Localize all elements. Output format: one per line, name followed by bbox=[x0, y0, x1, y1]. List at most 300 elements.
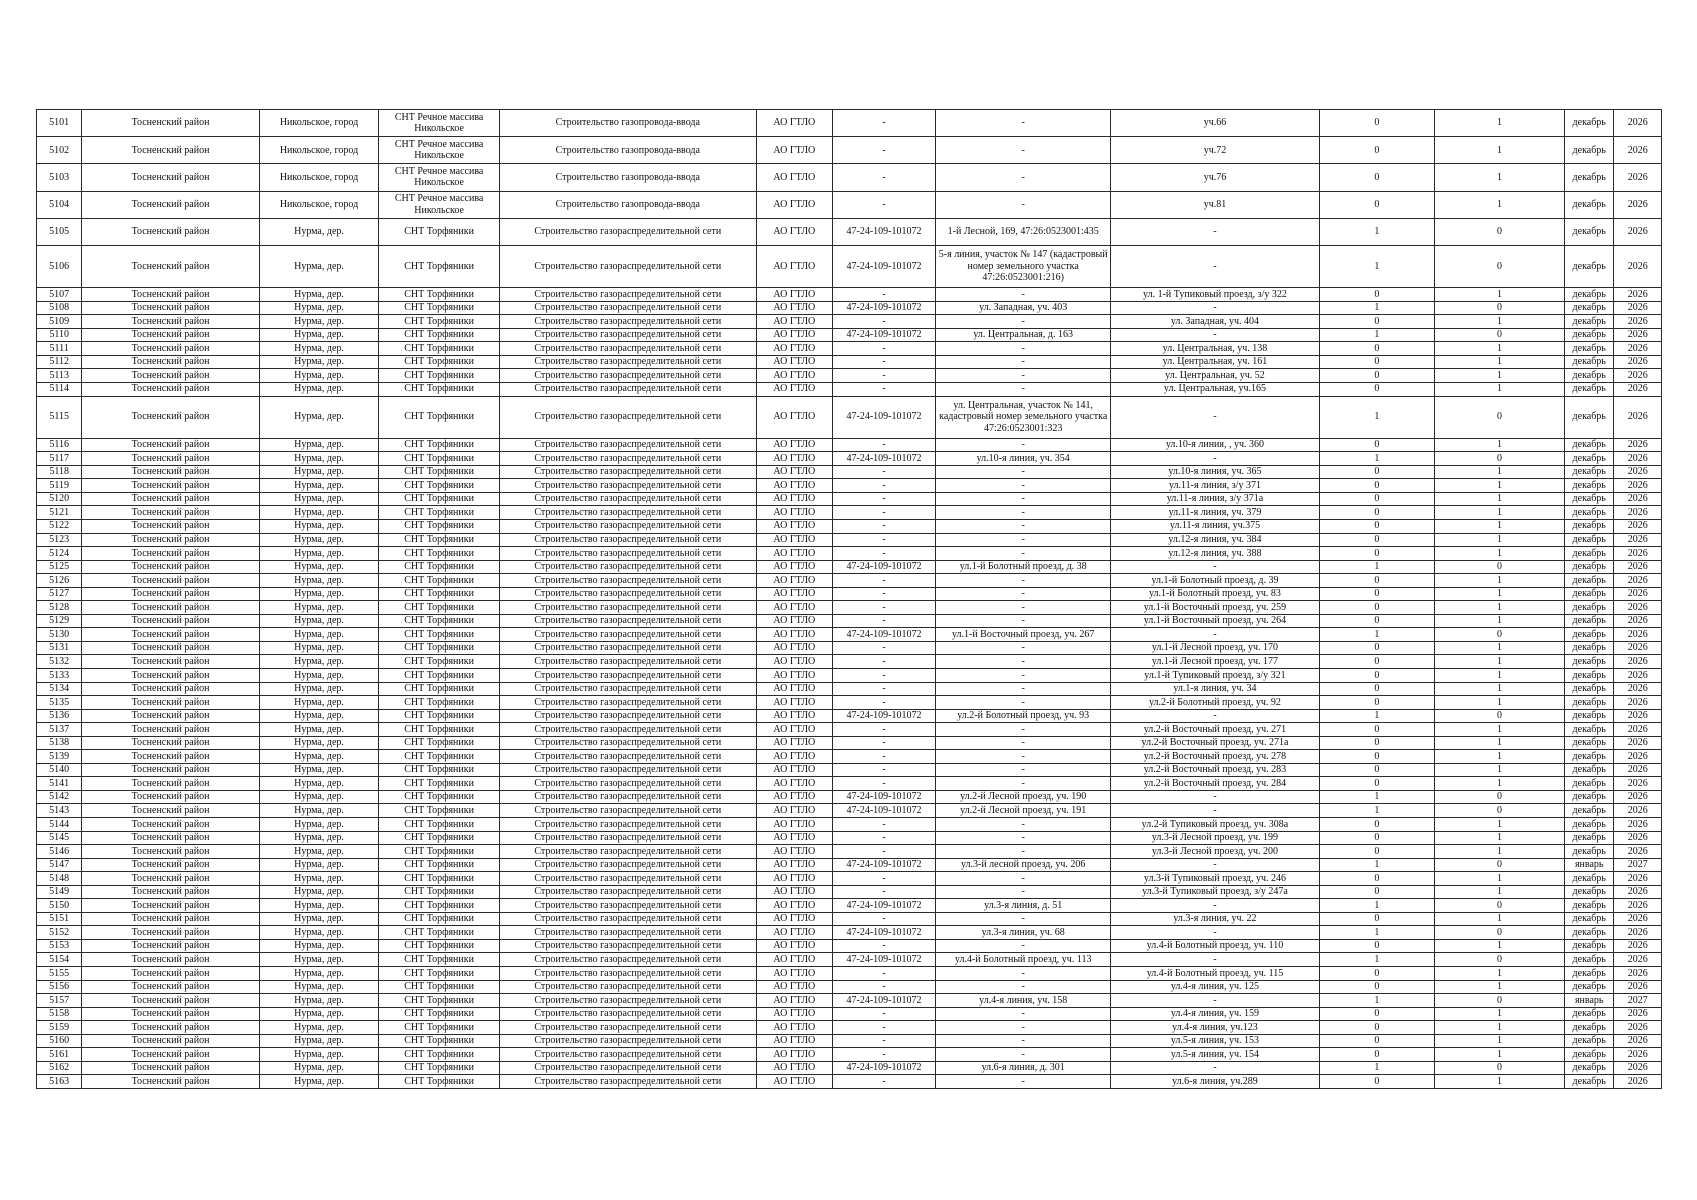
cadastral-block-cell: 47-24-109-101072 bbox=[832, 858, 935, 872]
snt-cell: СНТ Торфяники bbox=[379, 736, 500, 750]
year-cell: 2026 bbox=[1614, 245, 1662, 287]
work-type-cell: Строительство газораспределительной сети bbox=[499, 396, 756, 438]
row-number-cell: 5102 bbox=[37, 137, 82, 164]
month-cell: декабрь bbox=[1564, 218, 1613, 245]
address-cell: - bbox=[936, 1075, 1111, 1089]
cadastral-block-cell: - bbox=[832, 1021, 935, 1035]
month-cell: декабрь bbox=[1564, 519, 1613, 533]
district-cell: Тосненский район bbox=[82, 342, 259, 356]
snt-cell: СНТ Торфяники bbox=[379, 1021, 500, 1035]
table-row bbox=[37, 369, 1662, 383]
cadastral-block-cell: - bbox=[832, 750, 935, 764]
plot-cell: ул.2-й Восточный проезд, уч. 271 bbox=[1111, 723, 1319, 737]
operator-cell: АО ГТЛО bbox=[756, 601, 832, 615]
settlement-cell: Нурма, дер. bbox=[259, 369, 379, 383]
snt-cell: СНТ Торфяники bbox=[379, 533, 500, 547]
count-b-cell: 0 bbox=[1435, 804, 1565, 818]
district-cell: Тосненский район bbox=[82, 885, 259, 899]
plot-cell: - bbox=[1111, 899, 1319, 913]
operator-cell: АО ГТЛО bbox=[756, 682, 832, 696]
settlement-cell: Нурма, дер. bbox=[259, 668, 379, 682]
address-cell: - bbox=[936, 1034, 1111, 1048]
cadastral-block-cell: - bbox=[832, 601, 935, 615]
month-cell: декабрь bbox=[1564, 315, 1613, 329]
month-cell: декабрь bbox=[1564, 777, 1613, 791]
snt-cell: СНТ Торфяники bbox=[379, 465, 500, 479]
table-row bbox=[37, 723, 1662, 737]
year-cell: 2026 bbox=[1614, 288, 1662, 302]
address-cell: - bbox=[936, 1048, 1111, 1062]
work-type-cell: Строительство газопровода-ввода bbox=[499, 137, 756, 164]
settlement-cell: Нурма, дер. bbox=[259, 804, 379, 818]
year-cell: 2026 bbox=[1614, 696, 1662, 710]
plot-cell: - bbox=[1111, 396, 1319, 438]
table-body bbox=[37, 110, 1662, 1089]
district-cell: Тосненский район bbox=[82, 709, 259, 723]
operator-cell: АО ГТЛО bbox=[756, 994, 832, 1008]
month-cell: декабрь bbox=[1564, 382, 1613, 396]
table-row bbox=[37, 574, 1662, 588]
row-number-cell: 5114 bbox=[37, 382, 82, 396]
table-row bbox=[37, 899, 1662, 913]
district-cell: Тосненский район bbox=[82, 382, 259, 396]
district-cell: Тосненский район bbox=[82, 452, 259, 466]
row-number-cell: 5144 bbox=[37, 818, 82, 832]
table-row bbox=[37, 342, 1662, 356]
year-cell: 2026 bbox=[1614, 953, 1662, 967]
count-a-cell: 0 bbox=[1319, 519, 1434, 533]
count-a-cell: 0 bbox=[1319, 492, 1434, 506]
settlement-cell: Нурма, дер. bbox=[259, 763, 379, 777]
work-type-cell: Строительство газораспределительной сети bbox=[499, 696, 756, 710]
month-cell: декабрь bbox=[1564, 191, 1613, 218]
year-cell: 2026 bbox=[1614, 939, 1662, 953]
settlement-cell: Нурма, дер. bbox=[259, 818, 379, 832]
district-cell: Тосненский район bbox=[82, 736, 259, 750]
month-cell: декабрь bbox=[1564, 926, 1613, 940]
operator-cell: АО ГТЛО bbox=[756, 547, 832, 561]
operator-cell: АО ГТЛО bbox=[756, 465, 832, 479]
address-cell: - bbox=[936, 885, 1111, 899]
count-a-cell: 0 bbox=[1319, 438, 1434, 452]
year-cell: 2026 bbox=[1614, 790, 1662, 804]
district-cell: Тосненский район bbox=[82, 465, 259, 479]
settlement-cell: Нурма, дер. bbox=[259, 614, 379, 628]
district-cell: Тосненский район bbox=[82, 506, 259, 520]
year-cell: 2026 bbox=[1614, 980, 1662, 994]
count-a-cell: 0 bbox=[1319, 777, 1434, 791]
work-type-cell: Строительство газораспределительной сети bbox=[499, 452, 756, 466]
year-cell: 2026 bbox=[1614, 655, 1662, 669]
plot-cell: ул. Центральная, уч. 138 bbox=[1111, 342, 1319, 356]
plot-cell: ул. Центральная, уч.165 bbox=[1111, 382, 1319, 396]
settlement-cell: Нурма, дер. bbox=[259, 1075, 379, 1089]
district-cell: Тосненский район bbox=[82, 614, 259, 628]
cadastral-block-cell: 47-24-109-101072 bbox=[832, 301, 935, 315]
cadastral-block-cell: - bbox=[832, 479, 935, 493]
row-number-cell: 5163 bbox=[37, 1075, 82, 1089]
work-type-cell: Строительство газораспределительной сети bbox=[499, 668, 756, 682]
count-a-cell: 0 bbox=[1319, 342, 1434, 356]
row-number-cell: 5143 bbox=[37, 804, 82, 818]
plot-cell: ул.1-й Лесной проезд, уч. 170 bbox=[1111, 641, 1319, 655]
address-cell: ул.2-й Лесной проезд, уч. 190 bbox=[936, 790, 1111, 804]
district-cell: Тосненский район bbox=[82, 845, 259, 859]
settlement-cell: Нурма, дер. bbox=[259, 980, 379, 994]
district-cell: Тосненский район bbox=[82, 872, 259, 886]
cadastral-block-cell: - bbox=[832, 763, 935, 777]
count-b-cell: 0 bbox=[1435, 560, 1565, 574]
snt-cell: СНТ Торфяники bbox=[379, 560, 500, 574]
address-cell: - bbox=[936, 980, 1111, 994]
work-type-cell: Строительство газораспределительной сети bbox=[499, 1061, 756, 1075]
operator-cell: АО ГТЛО bbox=[756, 858, 832, 872]
table-row bbox=[37, 804, 1662, 818]
operator-cell: АО ГТЛО bbox=[756, 912, 832, 926]
table-row bbox=[37, 587, 1662, 601]
row-number-cell: 5131 bbox=[37, 641, 82, 655]
count-b-cell: 1 bbox=[1435, 315, 1565, 329]
address-cell: - bbox=[936, 939, 1111, 953]
cadastral-block-cell: 47-24-109-101072 bbox=[832, 709, 935, 723]
snt-cell: СНТ Торфяники bbox=[379, 641, 500, 655]
table-row bbox=[37, 355, 1662, 369]
plot-cell: ул.4-я линия, уч. 159 bbox=[1111, 1007, 1319, 1021]
address-cell: - bbox=[936, 1021, 1111, 1035]
plot-cell: ул.10-я линия, уч. 365 bbox=[1111, 465, 1319, 479]
settlement-cell: Нурма, дер. bbox=[259, 682, 379, 696]
year-cell: 2027 bbox=[1614, 994, 1662, 1008]
address-cell: - bbox=[936, 438, 1111, 452]
district-cell: Тосненский район bbox=[82, 994, 259, 1008]
row-number-cell: 5109 bbox=[37, 315, 82, 329]
month-cell: декабрь bbox=[1564, 750, 1613, 764]
row-number-cell: 5111 bbox=[37, 342, 82, 356]
district-cell: Тосненский район bbox=[82, 587, 259, 601]
count-b-cell: 1 bbox=[1435, 191, 1565, 218]
row-number-cell: 5161 bbox=[37, 1048, 82, 1062]
month-cell: декабрь bbox=[1564, 845, 1613, 859]
year-cell: 2026 bbox=[1614, 1061, 1662, 1075]
table-row bbox=[37, 396, 1662, 438]
count-a-cell: 0 bbox=[1319, 967, 1434, 981]
operator-cell: АО ГТЛО bbox=[756, 506, 832, 520]
operator-cell: АО ГТЛО bbox=[756, 953, 832, 967]
month-cell: декабрь bbox=[1564, 655, 1613, 669]
table-row bbox=[37, 506, 1662, 520]
month-cell: декабрь bbox=[1564, 668, 1613, 682]
work-type-cell: Строительство газораспределительной сети bbox=[499, 709, 756, 723]
address-cell: - bbox=[936, 641, 1111, 655]
work-type-cell: Строительство газораспределительной сети bbox=[499, 736, 756, 750]
plot-cell: ул.1-й Восточный проезд, уч. 264 bbox=[1111, 614, 1319, 628]
count-a-cell: 0 bbox=[1319, 506, 1434, 520]
district-cell: Тосненский район bbox=[82, 533, 259, 547]
snt-cell: СНТ Торфяники bbox=[379, 682, 500, 696]
count-b-cell: 1 bbox=[1435, 342, 1565, 356]
count-a-cell: 0 bbox=[1319, 1048, 1434, 1062]
row-number-cell: 5148 bbox=[37, 872, 82, 886]
cadastral-block-cell: - bbox=[832, 641, 935, 655]
count-a-cell: 0 bbox=[1319, 682, 1434, 696]
address-cell: - bbox=[936, 164, 1111, 191]
row-number-cell: 5140 bbox=[37, 763, 82, 777]
snt-cell: СНТ Торфяники bbox=[379, 858, 500, 872]
count-a-cell: 0 bbox=[1319, 912, 1434, 926]
table-row bbox=[37, 452, 1662, 466]
row-number-cell: 5116 bbox=[37, 438, 82, 452]
address-cell: - bbox=[936, 777, 1111, 791]
district-cell: Тосненский район bbox=[82, 479, 259, 493]
address-cell: - bbox=[936, 587, 1111, 601]
year-cell: 2026 bbox=[1614, 218, 1662, 245]
work-type-cell: Строительство газораспределительной сети bbox=[499, 465, 756, 479]
plot-cell: уч.76 bbox=[1111, 164, 1319, 191]
work-type-cell: Строительство газораспределительной сети bbox=[499, 1007, 756, 1021]
year-cell: 2026 bbox=[1614, 709, 1662, 723]
table-row bbox=[37, 696, 1662, 710]
plot-cell: ул.1-й Болотный проезд, уч. 83 bbox=[1111, 587, 1319, 601]
row-number-cell: 5108 bbox=[37, 301, 82, 315]
table-row bbox=[37, 736, 1662, 750]
row-number-cell: 5133 bbox=[37, 668, 82, 682]
table-row bbox=[37, 953, 1662, 967]
plot-cell: ул.5-я линия, уч. 154 bbox=[1111, 1048, 1319, 1062]
table-row bbox=[37, 288, 1662, 302]
plot-cell: ул.4-й Болотный проезд, уч. 110 bbox=[1111, 939, 1319, 953]
count-a-cell: 0 bbox=[1319, 980, 1434, 994]
month-cell: декабрь bbox=[1564, 763, 1613, 777]
count-b-cell: 0 bbox=[1435, 953, 1565, 967]
district-cell: Тосненский район bbox=[82, 682, 259, 696]
month-cell: декабрь bbox=[1564, 164, 1613, 191]
district-cell: Тосненский район bbox=[82, 301, 259, 315]
month-cell: декабрь bbox=[1564, 396, 1613, 438]
settlement-cell: Нурма, дер. bbox=[259, 382, 379, 396]
work-type-cell: Строительство газораспределительной сети bbox=[499, 967, 756, 981]
snt-cell: СНТ Торфяники bbox=[379, 709, 500, 723]
cadastral-block-cell: - bbox=[832, 547, 935, 561]
operator-cell: АО ГТЛО bbox=[756, 452, 832, 466]
plot-cell: - bbox=[1111, 218, 1319, 245]
work-type-cell: Строительство газораспределительной сети bbox=[499, 1048, 756, 1062]
row-number-cell: 5132 bbox=[37, 655, 82, 669]
table-row bbox=[37, 967, 1662, 981]
work-type-cell: Строительство газораспределительной сети bbox=[499, 750, 756, 764]
month-cell: декабрь bbox=[1564, 614, 1613, 628]
year-cell: 2027 bbox=[1614, 858, 1662, 872]
operator-cell: АО ГТЛО bbox=[756, 492, 832, 506]
settlement-cell: Никольское, город bbox=[259, 137, 379, 164]
snt-cell: СНТ Торфяники bbox=[379, 355, 500, 369]
address-cell: - bbox=[936, 655, 1111, 669]
count-b-cell: 1 bbox=[1435, 137, 1565, 164]
operator-cell: АО ГТЛО bbox=[756, 479, 832, 493]
table-row bbox=[37, 641, 1662, 655]
address-cell: ул. Западная, уч. 403 bbox=[936, 301, 1111, 315]
count-a-cell: 0 bbox=[1319, 601, 1434, 615]
year-cell: 2026 bbox=[1614, 492, 1662, 506]
year-cell: 2026 bbox=[1614, 369, 1662, 383]
address-cell: - bbox=[936, 288, 1111, 302]
snt-cell: СНТ Торфяники bbox=[379, 899, 500, 913]
snt-cell: СНТ Торфяники bbox=[379, 396, 500, 438]
work-type-cell: Строительство газопровода-ввода bbox=[499, 164, 756, 191]
work-type-cell: Строительство газораспределительной сети bbox=[499, 831, 756, 845]
month-cell: декабрь bbox=[1564, 1021, 1613, 1035]
address-cell: - bbox=[936, 967, 1111, 981]
count-b-cell: 1 bbox=[1435, 369, 1565, 383]
month-cell: декабрь bbox=[1564, 899, 1613, 913]
work-type-cell: Строительство газораспределительной сети bbox=[499, 369, 756, 383]
address-cell: - bbox=[936, 533, 1111, 547]
work-type-cell: Строительство газораспределительной сети bbox=[499, 587, 756, 601]
plot-cell: ул.2-й Тупиковый проезд, уч. 308а bbox=[1111, 818, 1319, 832]
operator-cell: АО ГТЛО bbox=[756, 396, 832, 438]
address-cell: ул.2-й Болотный проезд, уч. 93 bbox=[936, 709, 1111, 723]
settlement-cell: Нурма, дер. bbox=[259, 218, 379, 245]
count-b-cell: 1 bbox=[1435, 533, 1565, 547]
cadastral-block-cell: 47-24-109-101072 bbox=[832, 804, 935, 818]
count-b-cell: 0 bbox=[1435, 1061, 1565, 1075]
address-cell: - bbox=[936, 574, 1111, 588]
snt-cell: СНТ Торфяники bbox=[379, 506, 500, 520]
snt-cell: СНТ Торфяники bbox=[379, 696, 500, 710]
row-number-cell: 5121 bbox=[37, 506, 82, 520]
operator-cell: АО ГТЛО bbox=[756, 587, 832, 601]
month-cell: декабрь bbox=[1564, 818, 1613, 832]
table-row bbox=[37, 601, 1662, 615]
count-a-cell: 1 bbox=[1319, 709, 1434, 723]
address-cell: ул. Центральная, д. 163 bbox=[936, 328, 1111, 342]
work-type-cell: Строительство газораспределительной сети bbox=[499, 506, 756, 520]
month-cell: январь bbox=[1564, 858, 1613, 872]
snt-cell: СНТ Торфяники bbox=[379, 328, 500, 342]
plot-cell: ул.4-й Болотный проезд, уч. 115 bbox=[1111, 967, 1319, 981]
row-number-cell: 5155 bbox=[37, 967, 82, 981]
row-number-cell: 5149 bbox=[37, 885, 82, 899]
snt-cell: СНТ Торфяники bbox=[379, 1034, 500, 1048]
settlement-cell: Нурма, дер. bbox=[259, 926, 379, 940]
month-cell: декабрь bbox=[1564, 506, 1613, 520]
district-cell: Тосненский район bbox=[82, 696, 259, 710]
district-cell: Тосненский район bbox=[82, 164, 259, 191]
cadastral-block-cell: - bbox=[832, 519, 935, 533]
plot-cell: ул.3-й Лесной проезд, уч. 199 bbox=[1111, 831, 1319, 845]
table-row bbox=[37, 1021, 1662, 1035]
row-number-cell: 5113 bbox=[37, 369, 82, 383]
count-a-cell: 1 bbox=[1319, 396, 1434, 438]
address-cell: - bbox=[936, 831, 1111, 845]
year-cell: 2026 bbox=[1614, 328, 1662, 342]
district-cell: Тосненский район bbox=[82, 858, 259, 872]
table-row bbox=[37, 655, 1662, 669]
count-b-cell: 1 bbox=[1435, 382, 1565, 396]
table-row bbox=[37, 479, 1662, 493]
settlement-cell: Нурма, дер. bbox=[259, 750, 379, 764]
plot-cell: уч.66 bbox=[1111, 110, 1319, 137]
district-cell: Тосненский район bbox=[82, 137, 259, 164]
count-b-cell: 0 bbox=[1435, 926, 1565, 940]
count-b-cell: 0 bbox=[1435, 790, 1565, 804]
district-cell: Тосненский район bbox=[82, 1075, 259, 1089]
count-a-cell: 0 bbox=[1319, 872, 1434, 886]
address-cell: ул.2-й Лесной проезд, уч. 191 bbox=[936, 804, 1111, 818]
settlement-cell: Никольское, город bbox=[259, 110, 379, 137]
district-cell: Тосненский район bbox=[82, 967, 259, 981]
table-row bbox=[37, 763, 1662, 777]
month-cell: декабрь bbox=[1564, 465, 1613, 479]
snt-cell: СНТ Торфяники bbox=[379, 750, 500, 764]
count-b-cell: 1 bbox=[1435, 614, 1565, 628]
operator-cell: АО ГТЛО bbox=[756, 137, 832, 164]
cadastral-block-cell: - bbox=[832, 872, 935, 886]
district-cell: Тосненский район bbox=[82, 750, 259, 764]
work-type-cell: Строительство газораспределительной сети bbox=[499, 479, 756, 493]
count-a-cell: 1 bbox=[1319, 899, 1434, 913]
table-row bbox=[37, 245, 1662, 287]
work-type-cell: Строительство газораспределительной сети bbox=[499, 574, 756, 588]
cadastral-block-cell: - bbox=[832, 818, 935, 832]
settlement-cell: Нурма, дер. bbox=[259, 723, 379, 737]
snt-cell: СНТ Торфяники bbox=[379, 926, 500, 940]
operator-cell: АО ГТЛО bbox=[756, 574, 832, 588]
district-cell: Тосненский район bbox=[82, 1021, 259, 1035]
operator-cell: АО ГТЛО bbox=[756, 614, 832, 628]
month-cell: декабрь bbox=[1564, 601, 1613, 615]
year-cell: 2026 bbox=[1614, 763, 1662, 777]
settlement-cell: Нурма, дер. bbox=[259, 967, 379, 981]
plot-cell: ул.6-я линия, уч.289 bbox=[1111, 1075, 1319, 1089]
operator-cell: АО ГТЛО bbox=[756, 709, 832, 723]
operator-cell: АО ГТЛО bbox=[756, 628, 832, 642]
year-cell: 2026 bbox=[1614, 164, 1662, 191]
count-b-cell: 1 bbox=[1435, 696, 1565, 710]
cadastral-block-cell: - bbox=[832, 723, 935, 737]
year-cell: 2026 bbox=[1614, 382, 1662, 396]
address-cell: - bbox=[936, 547, 1111, 561]
month-cell: декабрь bbox=[1564, 723, 1613, 737]
plot-cell: ул.3-й Тупиковый проезд, з/у 247а bbox=[1111, 885, 1319, 899]
work-type-cell: Строительство газораспределительной сети bbox=[499, 1021, 756, 1035]
address-cell: - bbox=[936, 465, 1111, 479]
count-b-cell: 0 bbox=[1435, 994, 1565, 1008]
address-cell: - bbox=[936, 382, 1111, 396]
settlement-cell: Нурма, дер. bbox=[259, 1007, 379, 1021]
year-cell: 2026 bbox=[1614, 750, 1662, 764]
work-type-cell: Строительство газораспределительной сети bbox=[499, 845, 756, 859]
work-type-cell: Строительство газораспределительной сети bbox=[499, 872, 756, 886]
operator-cell: АО ГТЛО bbox=[756, 818, 832, 832]
snt-cell: СНТ Речное массива Никольское bbox=[379, 137, 500, 164]
count-a-cell: 1 bbox=[1319, 858, 1434, 872]
snt-cell: СНТ Торфяники bbox=[379, 587, 500, 601]
count-b-cell: 1 bbox=[1435, 355, 1565, 369]
table-row bbox=[37, 492, 1662, 506]
count-b-cell: 1 bbox=[1435, 885, 1565, 899]
cadastral-block-cell: 47-24-109-101072 bbox=[832, 452, 935, 466]
month-cell: декабрь bbox=[1564, 641, 1613, 655]
count-b-cell: 0 bbox=[1435, 328, 1565, 342]
month-cell: декабрь bbox=[1564, 696, 1613, 710]
table-row bbox=[37, 628, 1662, 642]
cadastral-block-cell: - bbox=[832, 1075, 935, 1089]
cadastral-block-cell: 47-24-109-101072 bbox=[832, 245, 935, 287]
address-cell: - bbox=[936, 492, 1111, 506]
month-cell: декабрь bbox=[1564, 479, 1613, 493]
table-row bbox=[37, 438, 1662, 452]
table-row bbox=[37, 191, 1662, 218]
